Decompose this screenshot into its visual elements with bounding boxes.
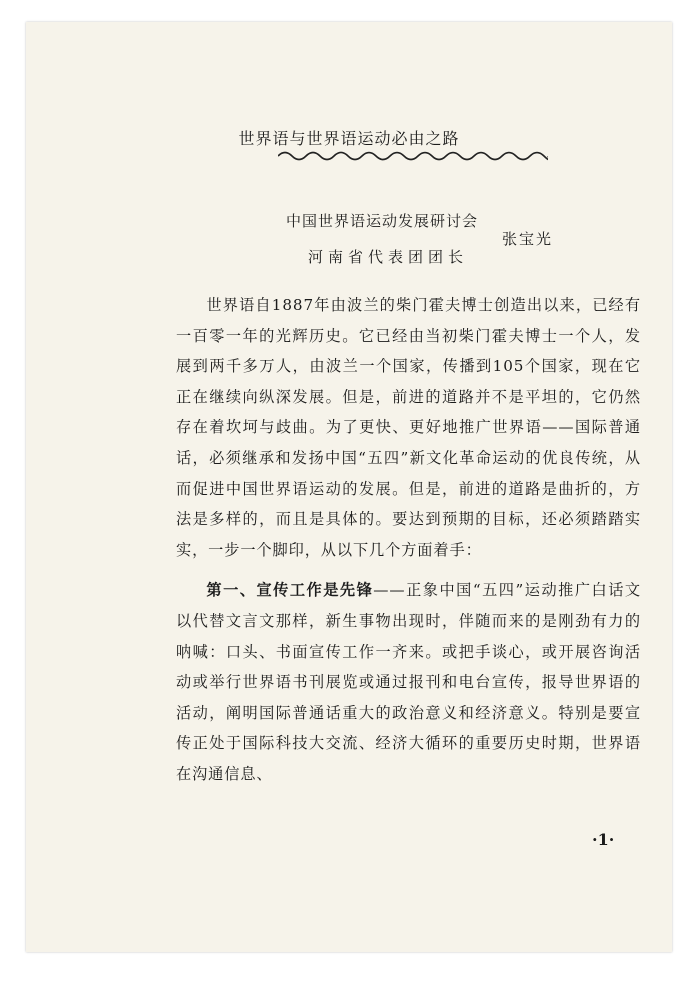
- paragraph-1-text: 世界语自1887年由波兰的柴门霍夫博士创造出以来，已经有一百零一年的光辉历史。它已经由当初柴门霍夫博士一个人，发展到两千多万人，由波兰一个国家，传播到105个国家，现在它正在继续向纵深发展。但是，前进的道路并不是平坦的，它仍然存在着坎坷与歧曲。为了更快、更好地推广世界语——国际普通话，必须继承和发扬中国“五四”新文化革命运动的优良传统，从而促进中国世界语运动的发展。但是，前进的道路是曲折的，方法是多样的，而且是具体的。要达到预期的目标，还必须踏踏实实，一步一个脚印，从以下几个方面着手：: [176, 296, 641, 559]
- document-title: 世界语与世界语运动必由之路: [238, 129, 460, 148]
- paragraph-2-text: ——正象中国“五四”运动推广白话文以代替文言文那样，新生事物出现时，伴随而来的是刚劲有力的呐喊：口头、书面宣传工作一齐来。或把手谈心，或开展咨询活动或举行世界语书刊展览或通过报刊和电台宣传，报导世界语的活动，阐明国际普通话重大的政治意义和经济意义。特别是要宣传正处于国际科技大交流、经济大循环的重要历史时期，世界语在沟通信息、: [176, 581, 641, 783]
- paragraph-2: [176, 575, 641, 789]
- body-text: [176, 290, 641, 790]
- wavy-underline: [278, 148, 548, 164]
- page-number: ·1·: [592, 830, 615, 849]
- paragraph-1: [176, 290, 641, 565]
- author-name: 张宝光: [502, 230, 554, 248]
- organization-name: 中国世界语运动发展研讨会: [286, 212, 479, 230]
- author-role: 河南省代表团团长: [308, 248, 469, 266]
- document-page: [26, 22, 672, 952]
- paragraph-2-lead: 第一、宣传工作是先锋: [206, 581, 374, 600]
